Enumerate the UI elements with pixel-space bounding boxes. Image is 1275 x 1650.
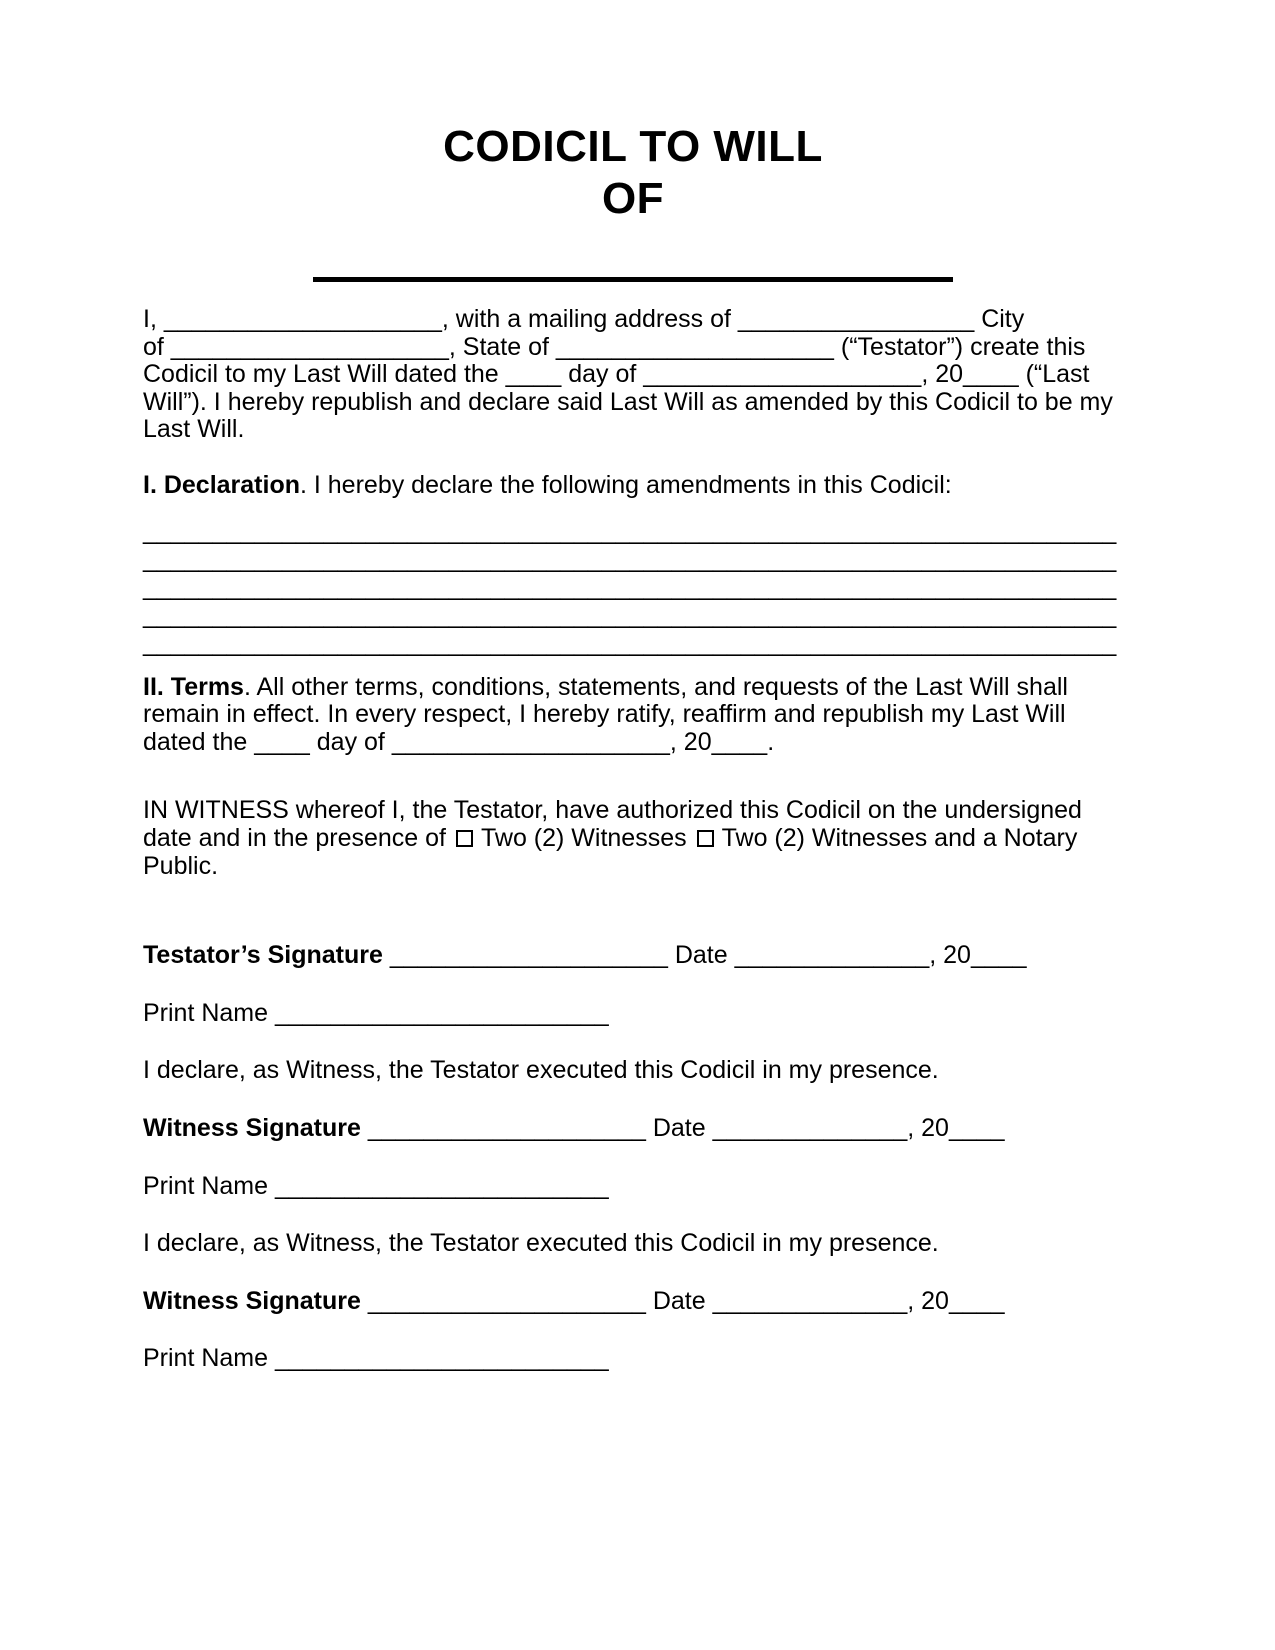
witness2-signature-blank[interactable]: ____________________	[360, 1286, 653, 1315]
witness-clause-line-2	[143, 825, 1123, 853]
year-prefix: , 20	[907, 1286, 949, 1315]
intro-line: of ____________________, State of ____________________ (“Testator”) create this	[143, 332, 1086, 361]
declaration-write-in-line[interactable]: ______________________________________________________________________	[143, 544, 1117, 573]
declaration-number: I. Declaration	[143, 470, 300, 499]
intro-line: I, ____________________, with a mailing address of _________________ City	[143, 305, 1025, 333]
date-label: Date	[652, 1113, 706, 1142]
declaration-heading-text: . I hereby declare the following amendments in this Codicil:	[300, 470, 952, 499]
intro-line: Last Will.	[143, 415, 245, 444]
witness-clause	[143, 797, 1123, 880]
testator-year-blank[interactable]: ____	[970, 941, 1027, 970]
two-witnesses-label: Two (2) Witnesses	[481, 823, 687, 852]
witness1-signature-blank[interactable]: ____________________	[360, 1113, 653, 1142]
witness-clause-line-2-prefix: date and in the presence of	[143, 823, 447, 852]
witnesses-and-notary-label: Two (2) Witnesses and a Notary	[721, 823, 1078, 852]
testator-signature-blank[interactable]: ____________________	[382, 941, 675, 970]
title-line-1: CODICIL TO WILL	[443, 122, 823, 171]
witness1-print-name-blank[interactable]: ________________________	[268, 1171, 609, 1200]
document-title	[143, 121, 1123, 225]
terms-line-3: dated the ____ day of ____________________, 20____.	[143, 727, 775, 756]
witness2-year-blank[interactable]: ____	[948, 1286, 1005, 1315]
testator-print-name-blank[interactable]: ________________________	[268, 998, 609, 1027]
witnesses-and-notary-checkbox[interactable]	[697, 830, 714, 847]
print-name-label: Print Name	[143, 998, 269, 1027]
declaration-write-in-line[interactable]: ______________________________________________________________________	[143, 600, 1117, 629]
witness1-signature-row	[143, 1115, 1123, 1143]
two-witnesses-checkbox[interactable]	[456, 830, 473, 847]
declaration-write-in-line[interactable]: ______________________________________________________________________	[143, 516, 1117, 545]
declaration-heading	[143, 472, 1123, 500]
witness2-signature-label: Witness Signature	[143, 1286, 361, 1315]
title-line-2: OF	[601, 174, 665, 223]
year-prefix: , 20	[929, 941, 971, 970]
witness1-date-blank[interactable]: ______________	[705, 1113, 908, 1142]
terms-paragraph	[143, 674, 1123, 757]
date-label: Date	[652, 1286, 706, 1315]
testator-date-blank[interactable]: ______________	[727, 941, 930, 970]
witness2-declaration: I declare, as Witness, the Testator executed this Codicil in my presence.	[143, 1229, 939, 1258]
testator-print-name-row	[143, 1000, 1123, 1028]
witness2-print-name-row	[143, 1345, 1123, 1373]
witness-clause-line-1: IN WITNESS whereof I, the Testator, have authorized this Codicil on the undersigned	[143, 796, 1082, 825]
testator-name-blank-line[interactable]	[313, 277, 953, 282]
declaration-write-in-line[interactable]: ______________________________________________________________________	[143, 628, 1117, 657]
witness1-signature-label: Witness Signature	[143, 1113, 361, 1142]
declaration-write-in-area	[143, 517, 1123, 657]
intro-paragraph	[143, 306, 1123, 444]
witness2-print-name-blank[interactable]: ________________________	[268, 1344, 609, 1373]
witness-clause-line-3: Public.	[143, 851, 219, 880]
witness1-year-blank[interactable]: ____	[948, 1113, 1005, 1142]
witness1-print-name-row	[143, 1173, 1123, 1201]
intro-line: Codicil to my Last Will dated the ____ day of ____________________, 20____ (“Last	[143, 360, 1090, 389]
witness1-declaration: I declare, as Witness, the Testator executed this Codicil in my presence.	[143, 1056, 939, 1085]
intro-line: Will”). I hereby republish and declare said Last Will as amended by this Codicil to be my	[143, 387, 1113, 416]
testator-signature-label: Testator’s Signature	[143, 941, 383, 970]
terms-line-2: remain in effect. In every respect, I hereby ratify, reaffirm and republish my Last Will	[143, 700, 1066, 729]
declaration-write-in-line[interactable]: ______________________________________________________________________	[143, 572, 1117, 601]
witness2-signature-row	[143, 1288, 1123, 1316]
terms-line-1: . All other terms, conditions, statements, and requests of the Last Will shall	[243, 672, 1068, 701]
testator-signature-row	[143, 942, 1123, 970]
terms-number: II. Terms	[143, 672, 244, 701]
print-name-label: Print Name	[143, 1171, 269, 1200]
witness2-date-blank[interactable]: ______________	[705, 1286, 908, 1315]
year-prefix: , 20	[907, 1113, 949, 1142]
date-label: Date	[674, 941, 728, 970]
print-name-label: Print Name	[143, 1344, 269, 1373]
